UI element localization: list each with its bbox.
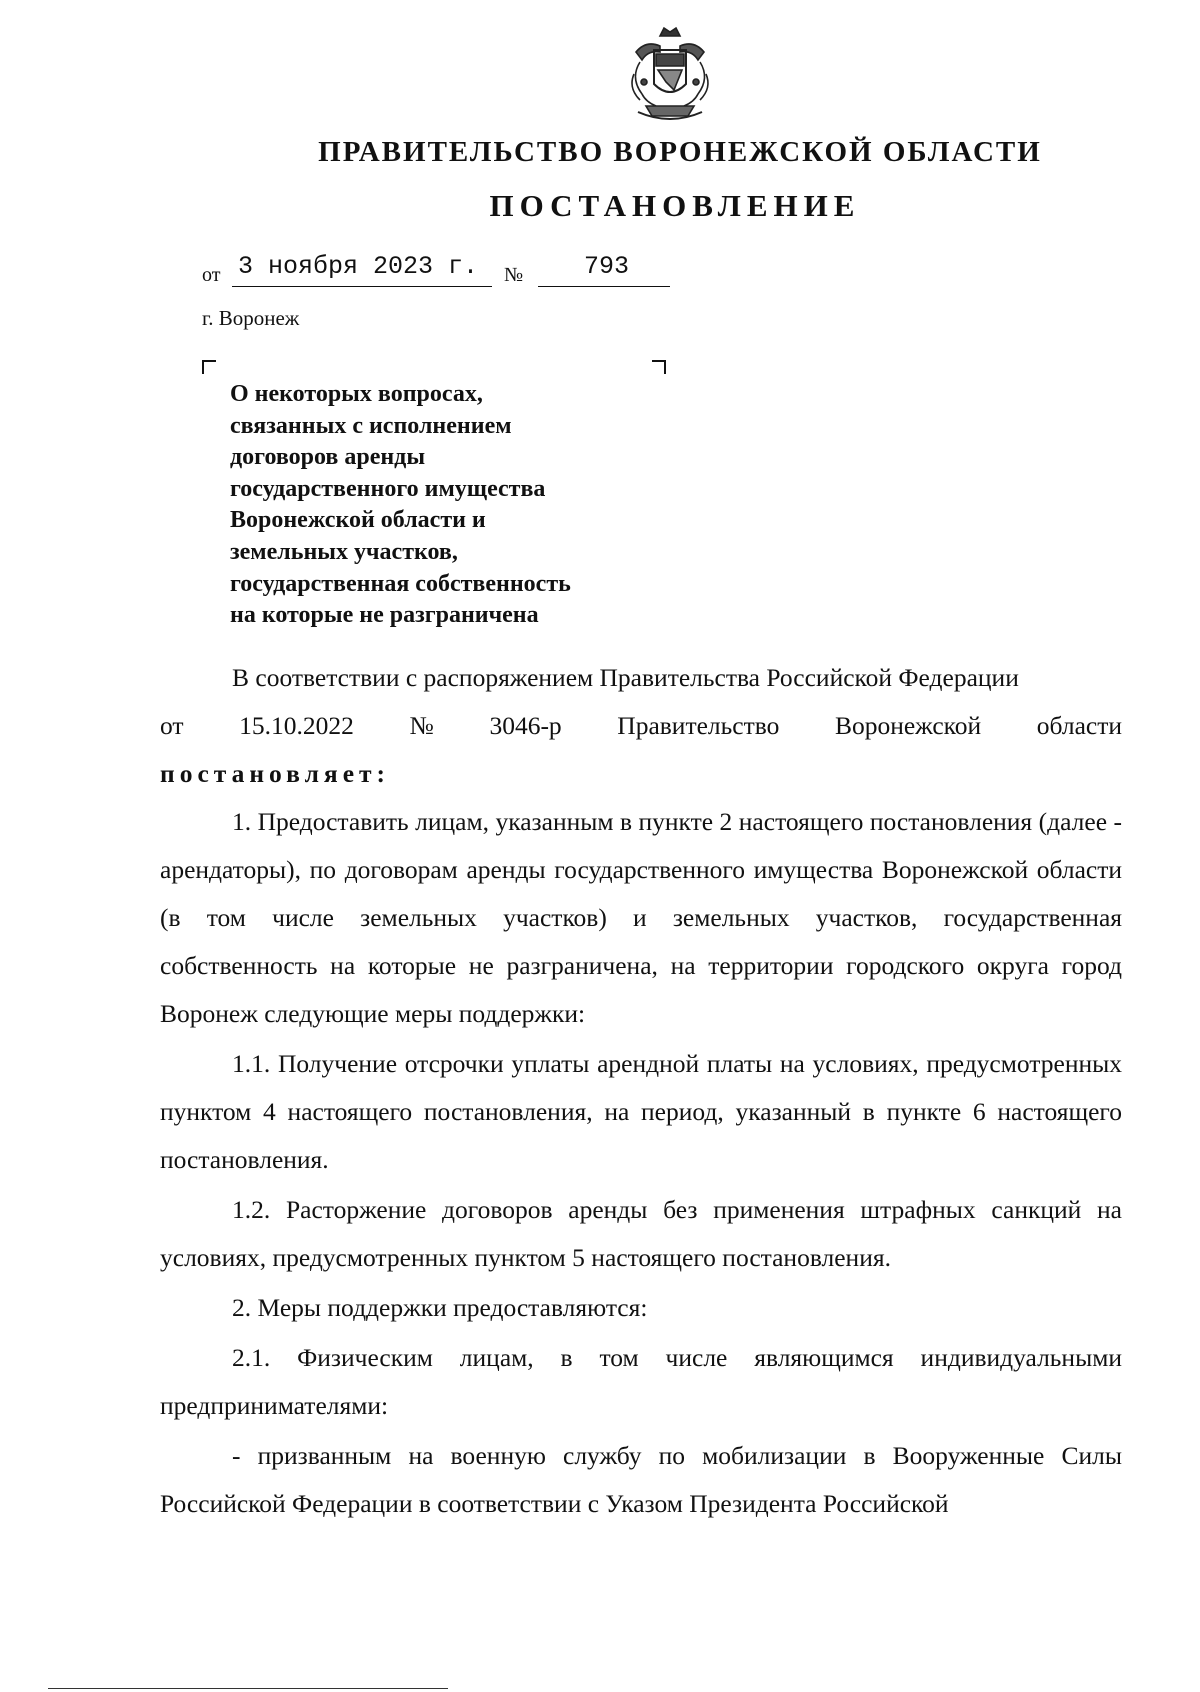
subject-corner-right (652, 360, 666, 374)
preamble-word: Правительство (617, 711, 780, 740)
subject-line: земельных участков, (230, 538, 458, 565)
registration-row (202, 252, 672, 292)
city: г. Воронеж (202, 306, 300, 330)
document-body (160, 654, 1122, 1528)
subject-line: государственного имущества (230, 475, 546, 502)
date-underline (232, 286, 492, 287)
preamble-word: 15.10.2022 (239, 711, 354, 740)
number-underline (538, 286, 670, 287)
paragraph: 1.1. Получение отсрочки уплаты арендной платы на условиях, предусмотренных пунктом 4 настоящего постановления, на период, указанный в пункте 6 настоящего постановления. (160, 1049, 1122, 1174)
subject-line: государственная собственность (230, 570, 571, 597)
subject-line: на которые не разграничена (230, 602, 539, 629)
paragraph: 2.1. Физическим лицам, в том числе являющимся индивидуальными предпринимателями: (160, 1343, 1122, 1420)
preamble-word: № (409, 711, 434, 740)
subject-line: договоров аренды (230, 444, 426, 471)
document-number: 793 (584, 252, 630, 281)
paragraph: 2. Меры поддержки предоставляются: (232, 1293, 648, 1322)
document-type: ПОСТАНОВЛЕНИЕ (489, 188, 861, 223)
subject-corner-left (202, 360, 216, 374)
preamble-word: от (160, 711, 184, 740)
coat-of-arms-icon (616, 22, 724, 130)
preamble-word: Воронежской (834, 711, 982, 740)
paragraph: 1.2. Расторжение договоров аренды без применения штрафных санкций на условиях, предусмотренных пунктом 5 настоящего постановления. (160, 1195, 1122, 1272)
subject-line: связанных с исполнением (230, 412, 512, 439)
preamble-word: 3046-р (489, 711, 562, 740)
subject-line: О некоторых вопросах, (230, 381, 483, 407)
date-label: от (202, 264, 221, 286)
preamble-word: области (1036, 711, 1122, 740)
paragraph: - призванным на военную службу по мобилизации в Вооруженные Силы Российской Федерации в соответствии с Указом Президента Российской (160, 1441, 1122, 1518)
preamble-reference (160, 702, 1122, 750)
government-name: ПРАВИТЕЛЬСТВО ВОРОНЕЖСКОЙ ОБЛАСТИ (318, 136, 1042, 168)
decree-word: постановляет: (160, 759, 391, 788)
number-label: № (504, 264, 524, 286)
preamble-line: В соответствии с распоряжением Правительства Российской Федерации (232, 663, 1019, 692)
document-subject (230, 379, 670, 632)
document-date: 3 ноября 2023 г. (238, 252, 479, 281)
footer-rule (48, 1688, 448, 1689)
subject-line: Воронежской области и (230, 507, 486, 534)
paragraph: 1. Предоставить лицам, указанным в пункте 2 настоящего постановления (далее - арендаторы), по договорам аренды государственного имущества Воронежской области (в том числе земельных участков) и земельных участков, государственная собственность на которые не разграничена, на территории городского округа город Воронеж следующие меры поддержки: (160, 807, 1122, 1028)
